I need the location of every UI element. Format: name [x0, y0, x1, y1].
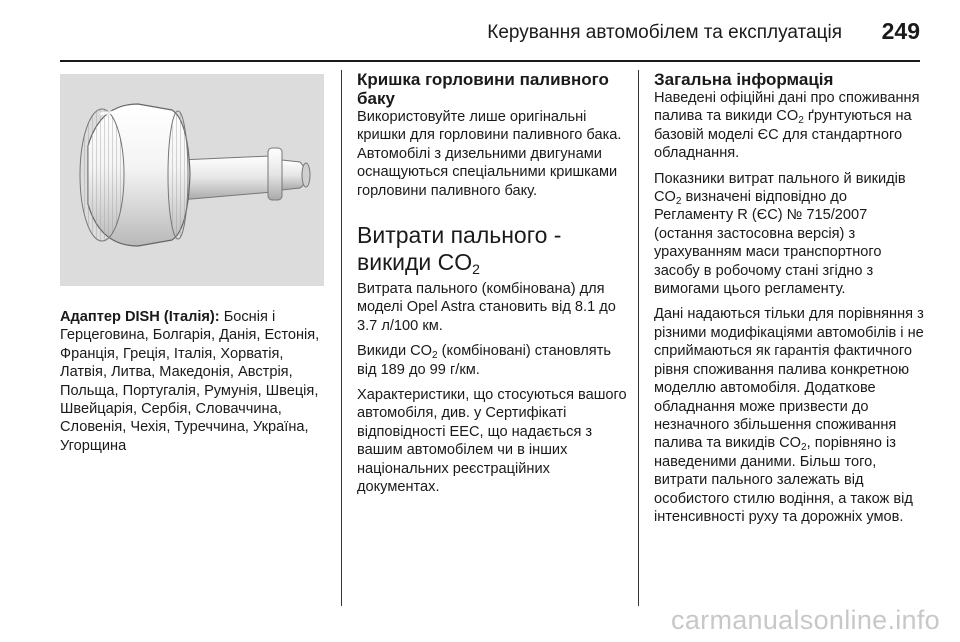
emissions-text: Викиди $CO_2$ (комбіновані) становлять від 189 до 99 г/км.: [357, 343, 611, 378]
column-divider-2: [638, 70, 639, 606]
general-info-p1: Наведені офіційні дані про споживання палива та викиди $CO_2$ ґрунтуються на базовій моделі ЄС для стандартного обладнання.: [654, 90, 920, 162]
column-divider-1: [341, 70, 342, 606]
consumption-heading: Витрати пального - викиди $CO_2$: [357, 222, 562, 278]
specs-text: Характеристики, що стосуються вашого автомобіля, див. у Сертифікаті відповідності ЕЕС, що надається з вашим автомобілем чи в інших національних реєстраційних документах.: [357, 387, 627, 496]
chapter-title: Керування автомобілем та експлуатація: [487, 22, 842, 43]
general-info-p2: Показники витрат пального й викидів $CO_2$ визначені відповідно до Регламенту R (ЄС) № 715/2007 (остання застосовна версія) з урахуванням маси транспортного засобу в робочому стані згідно з вимогами цього регламенту.: [654, 170, 906, 298]
column-2: [357, 70, 633, 606]
adapter-label: Адаптер DISH (Італія):: [60, 309, 220, 325]
general-info-heading: Загальна інформація: [654, 70, 834, 89]
consumption-text: Витрата пального (комбінована) для моделі Opel Astra становить від 8.1 до 3.7 л/100 км.: [357, 281, 616, 334]
fuel-filler-adapter-illustration: [60, 74, 324, 286]
column-3: [654, 70, 930, 606]
column-1: [60, 70, 330, 606]
adapter-countries: Боснія і Герцеговина, Болгарія, Данія, Естонія, Франція, Греція, Італія, Хорватія, Латвія, Литва, Македонія, Австрія, Польща, Португалія, Румунія, Швеція, Швейцарія, Сербія, Словаччина, Словенія, Чехія, Туреччина, Україна, Угорщина: [60, 309, 320, 454]
fuel-cap-heading: Кришка горловини паливного баку: [357, 70, 609, 108]
page-header: [0, 0, 960, 62]
page-number: 249: [881, 18, 920, 44]
adapter-icon: [60, 74, 324, 286]
adapter-paragraph: [60, 308, 330, 455]
header-divider: [60, 60, 920, 62]
general-info-p3: Дані надаються тільки для порівняння з різними модифікаціями автомобілів і не сприймаються як гарантія фактичного рівня споживання палива конкретною моделлю автомобіля. Додаткове обладнання може призвести до незначного збільшення споживання палива та викидів $CO_2$, порівняно із наведеними даними. Більш того, витрати пального залежать від особистого стилю водіння, а також від інтенсивності руху та дорожніх умов.: [654, 306, 924, 525]
watermark: carmanualsonline.info: [671, 605, 940, 635]
fuel-cap-text: Використовуйте лише оригінальні кришки для горловини паливного бака. Автомобілі з дизельними двигунами оснащуються спеціальними кришками горловини паливного баку.: [357, 109, 622, 199]
